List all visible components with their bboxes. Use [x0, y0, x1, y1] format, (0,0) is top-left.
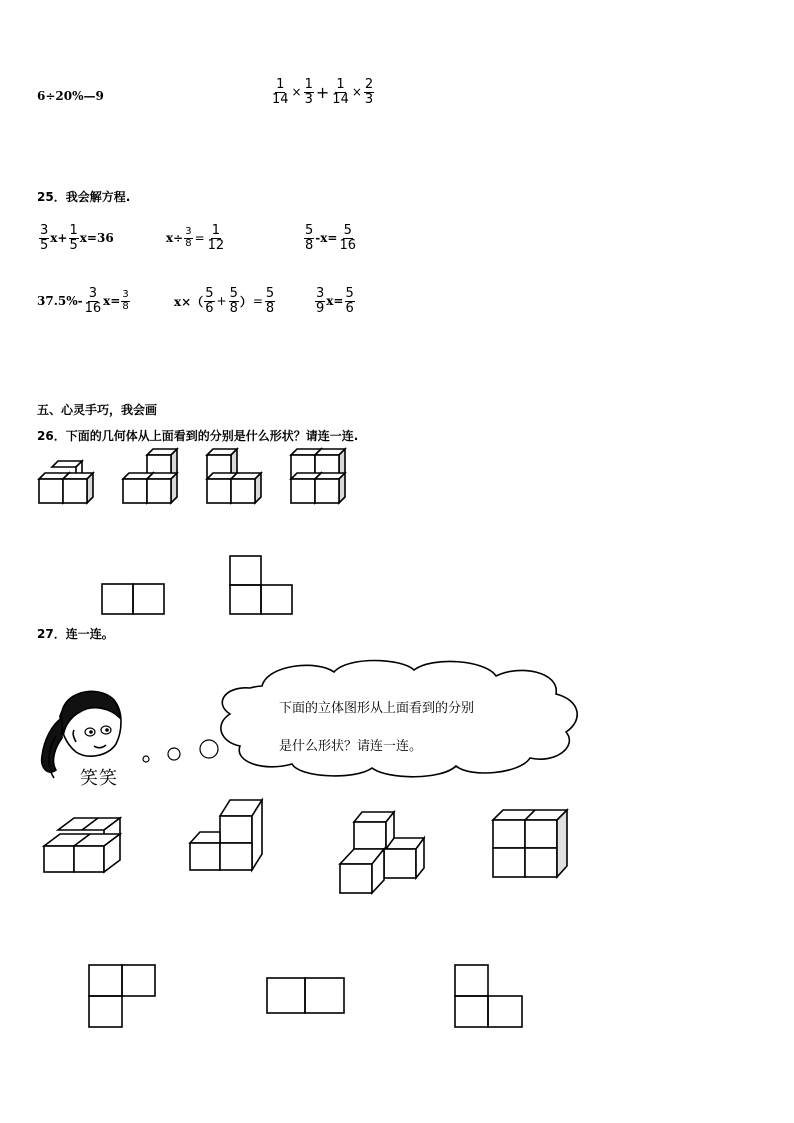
equation-6: $\frac{3}{9}$ x= $\frac{5}{6}$: [316, 286, 354, 316]
q25-title: 25．我会解方程.: [37, 190, 131, 204]
equation-2: x÷ $\frac{3}{8}$ = $\frac{1}{12}$: [166, 223, 225, 253]
q27-top-view-3: [455, 965, 522, 1027]
equation-4: 37.5%- $\frac{3}{16}$ x= $\frac{3}{8}$: [37, 286, 129, 316]
section-title: 五、心灵手巧，我会画: [37, 403, 158, 417]
equation-1: $\frac{3}{5}$ x+ $\frac{1}{5}$ x=36: [40, 223, 114, 253]
girl-name: 笑笑: [80, 768, 118, 789]
fraction: $\frac{1}{14}$: [332, 77, 349, 107]
fraction: $\frac{2}{3}$: [364, 77, 374, 107]
q27-solid-3: [340, 812, 424, 893]
q27-solid-1: [44, 818, 120, 872]
q27-title: 27．连一连。: [37, 627, 114, 641]
fraction: $\frac{1}{14}$: [272, 77, 289, 107]
q27-top-view-1: [89, 965, 155, 1027]
fraction: $\frac{1}{3}$: [304, 77, 313, 107]
q27-solid-2: [190, 800, 262, 870]
calc-expression-left: 6÷20%—9: [37, 89, 104, 103]
calc-expression-right: $\frac{1}{14}$ × $\frac{1}{3}$ + $\frac{1}{14}$ × $\frac{2}{3}$: [272, 77, 374, 107]
equation-5: x×（ $\frac{5}{6}$ + $\frac{5}{8}$ ） = $\frac{5}{8}$: [174, 286, 275, 316]
cloud-text-line2: 是什么形状？请连一连。: [279, 739, 423, 754]
q27-solid-4: [493, 810, 567, 877]
equation-3: $\frac{5}{8}$ -x= $\frac{5}{16}$: [305, 223, 357, 253]
q27-top-view-2: [267, 978, 344, 1013]
q26-title: 26．下面的几何体从上面看到的分别是什么形状？请连一连.: [37, 429, 359, 443]
cloud-text-line1: 下面的立体图形从上面看到的分别: [279, 701, 475, 716]
